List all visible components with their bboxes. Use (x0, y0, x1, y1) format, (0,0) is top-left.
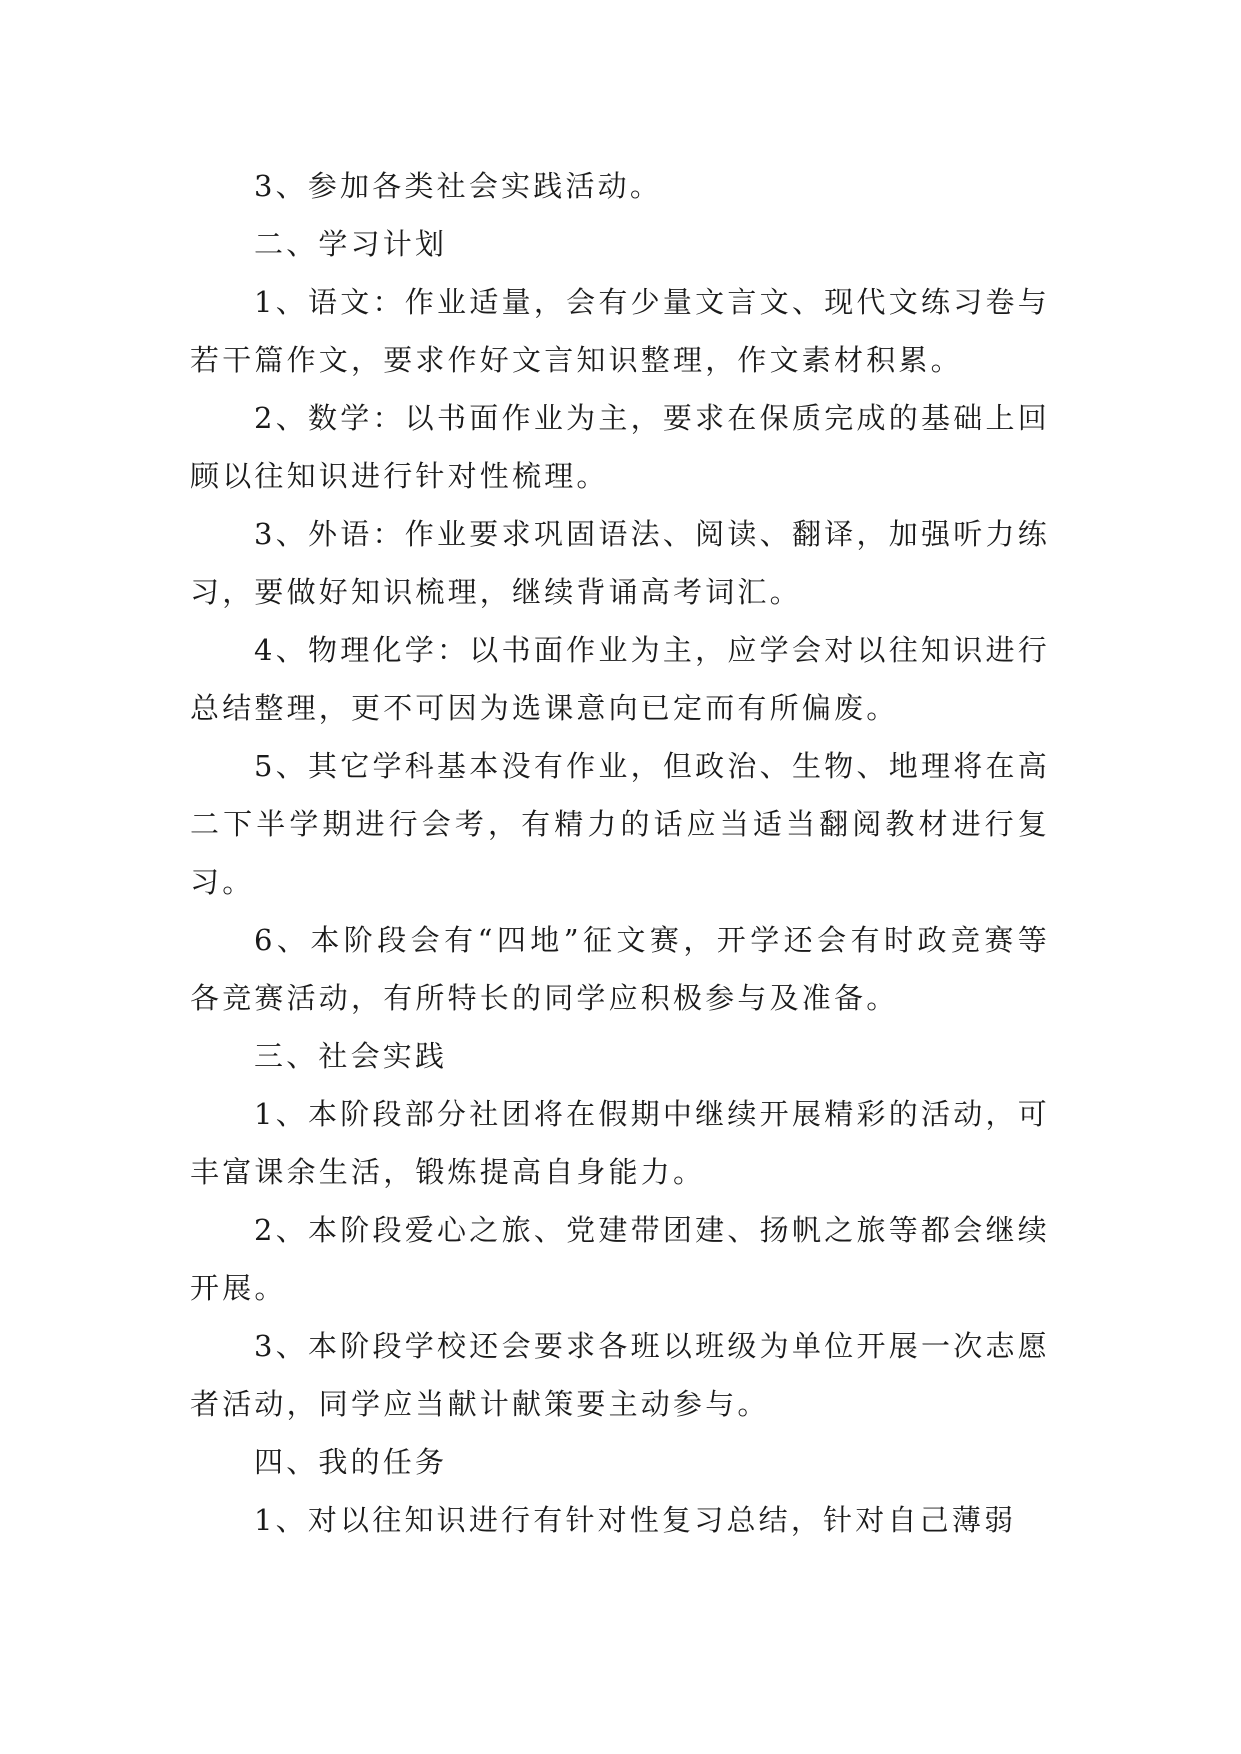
paragraph-activities-continue: 2、本阶段爱心之旅、党建带团建、扬帆之旅等都会继续开展。 (190, 1213, 1050, 1305)
heading-study-plan: 二、学习计划 (254, 227, 448, 261)
paragraph-foreign-language: 3、外语：作业要求巩固语法、阅读、翻译，加强听力练习，要做好知识梳理，继续背诵高考词汇。 (190, 517, 1050, 609)
paragraph-other-subjects: 5、其它学科基本没有作业，但政治、生物、地理将在高二下半学期进行会考，有精力的话应当适当翻阅教材进行复习。 (190, 749, 1050, 899)
paragraph-physics-chemistry: 4、物理化学：以书面作业为主，应学会对以往知识进行总结整理，更不可因为选课意向已定而有所偏废。 (190, 633, 1050, 725)
paragraph-competitions: 6、本阶段会有“四地”征文赛，开学还会有时政竞赛等各竞赛活动，有所特长的同学应积极参与及准备。 (190, 923, 1050, 1015)
document-body (190, 157, 1050, 1549)
heading-my-tasks: 四、我的任务 (254, 1445, 448, 1479)
paragraph-practice-activities: 3、参加各类社会实践活动。 (254, 169, 663, 203)
paragraph-chinese: 1、语文：作业适量，会有少量文言文、现代文练习卷与若干篇作文，要求作好文言知识整理，作文素材积累。 (190, 285, 1050, 377)
heading-social-practice: 三、社会实践 (254, 1039, 448, 1073)
paragraph-clubs: 1、本阶段部分社团将在假期中继续开展精彩的活动，可丰富课余生活，锻炼提高自身能力。 (190, 1097, 1050, 1189)
paragraph-review: 1、对以往知识进行有针对性复习总结，针对自己薄弱 (254, 1503, 1017, 1537)
paragraph-math: 2、数学：以书面作业为主，要求在保质完成的基础上回顾以往知识进行针对性梳理。 (190, 401, 1050, 493)
paragraph-volunteer: 3、本阶段学校还会要求各班以班级为单位开展一次志愿者活动，同学应当献计献策要主动参与。 (190, 1329, 1050, 1421)
